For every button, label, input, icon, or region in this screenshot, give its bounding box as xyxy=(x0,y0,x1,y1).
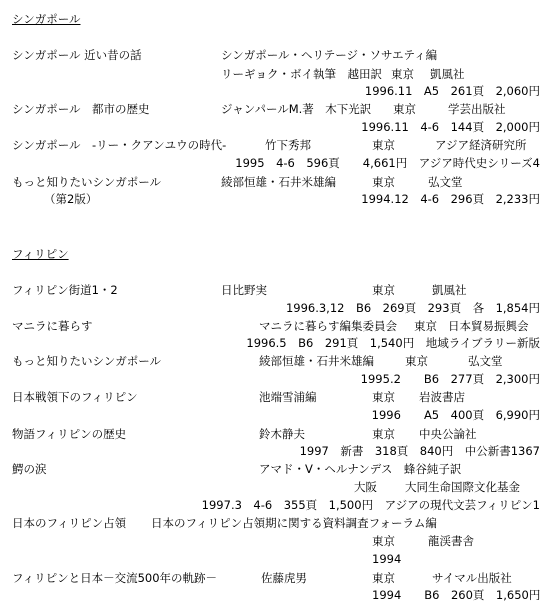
entry-author: 日本のフィリピン占領期に関する資料調査フォーラム編 xyxy=(151,516,437,530)
entry-publisher: 日本貿易振興会 xyxy=(448,319,529,333)
entry-publisher: 岩波書店 xyxy=(419,390,465,404)
entry-author: 鈴木静夫 xyxy=(259,427,305,441)
entry-details: 1996 A5 400頁 6,990円 xyxy=(371,408,540,422)
entry-details: 1995 4-6 596頁 4,661円 アジア時代史シリーズ4 xyxy=(235,156,540,170)
entry-place: 東京 xyxy=(405,354,428,368)
entry-title: 日本戦領下のフィリピン xyxy=(12,390,138,404)
entry-details: 1994 xyxy=(372,552,402,566)
entry-title: 物語フィリピンの歴史 xyxy=(12,427,127,441)
entry-publisher: 弘文堂 xyxy=(468,354,503,368)
entry-place: 東京 xyxy=(372,390,395,404)
entry-publisher: 龍渓書舎 xyxy=(428,534,474,548)
entry-title: シンガポール -リー・クアンユウの時代- xyxy=(12,138,227,152)
entry-place: 東京 xyxy=(372,175,395,189)
entry-details: 1997.3 4-6 355頁 1,500円 アジアの現代文芸フィリピン1 xyxy=(201,498,540,512)
entry-publisher: 中央公論社 xyxy=(419,427,477,441)
entry-place: 東京 xyxy=(372,138,395,152)
entry-author: 綾部恒雄・石井米雄編 xyxy=(221,175,336,189)
entry-translator: リーギョク・ボイ執筆 越田訳 xyxy=(221,67,382,81)
entry-publisher: サイマル出版社 xyxy=(432,571,512,585)
entry-place: 東京 xyxy=(414,319,437,333)
entry-place: 東京 xyxy=(372,571,395,585)
entry-title: マニラに暮らす xyxy=(12,319,93,333)
entry-publisher: 大同生命国際文化基金 xyxy=(405,480,520,494)
entry-publisher: 凱風社 xyxy=(432,283,467,297)
entry-author: シンガポール・ヘリテージ・ソサエティ編 xyxy=(221,48,438,62)
entry-title-line2: （第2版） xyxy=(44,192,98,206)
entry-author: 綾部恒雄・石井米雄編 xyxy=(259,354,374,368)
entry-details: 1997 新書 318頁 840円 中公新書1367 xyxy=(299,444,540,458)
entry-title: もっと知りたいシンガポール xyxy=(12,175,161,189)
section-heading-singapore: シンガポール xyxy=(12,12,81,26)
entry-author: 池端雪浦編 xyxy=(259,390,317,404)
entry-details: 1996.3,12 B6 269頁 293頁 各 1,854円 xyxy=(285,301,540,315)
entry-details: 1996.11 4-6 144頁 2,000円 xyxy=(361,120,540,134)
entry-title: シンガポール 近い昔の話 xyxy=(12,48,142,62)
entry-place: 東京 xyxy=(393,102,416,116)
entry-place: 東京 xyxy=(372,534,395,548)
entry-author: 竹下秀邦 xyxy=(265,138,311,152)
entry-author: マニラに暮らす編集委員会 xyxy=(259,319,397,333)
section-heading-philippines: フィリピン xyxy=(12,247,69,261)
entry-place: 東京 xyxy=(391,67,414,81)
entry-title: シンガポール 都市の歴史 xyxy=(12,102,150,116)
entry-details: 1994.12 4-6 296頁 2,233円 xyxy=(361,192,540,206)
entry-publisher: 凱風社 xyxy=(430,67,465,81)
entry-place: 大阪 xyxy=(354,480,377,494)
entry-title: 鰐の涙 xyxy=(12,462,47,476)
entry-details: 1995.2 B6 277頁 2,300円 xyxy=(360,372,540,386)
entry-author: ジャンパールM.著 木下光訳 xyxy=(221,102,372,116)
entry-title: フィリピンと日本－交流500年の軌跡－ xyxy=(12,571,218,585)
entry-publisher: 学芸出版社 xyxy=(448,102,506,116)
entry-details: 1994 B6 260頁 1,650円 xyxy=(372,588,541,602)
entry-place: 東京 xyxy=(372,427,395,441)
entry-title: 日本のフィリピン占領 xyxy=(12,516,127,530)
entry-details: 1996.5 B6 291頁 1,540円 地域ライブラリー新版 xyxy=(246,336,540,350)
entry-author: アマド・V・ヘルナンデス 蜂谷純子訳 xyxy=(259,462,462,476)
entry-author: 日比野実 xyxy=(221,283,267,297)
entry-title: フィリピン街道1・2 xyxy=(12,283,118,297)
entry-details: 1996.11 A5 261頁 2,060円 xyxy=(364,84,540,98)
entry-publisher: アジア経済研究所 xyxy=(435,138,527,152)
entry-publisher: 弘文堂 xyxy=(428,175,463,189)
entry-author: 佐藤虎男 xyxy=(261,571,307,585)
entry-place: 東京 xyxy=(372,283,395,297)
entry-title: もっと知りたいシンガポール xyxy=(12,354,161,368)
